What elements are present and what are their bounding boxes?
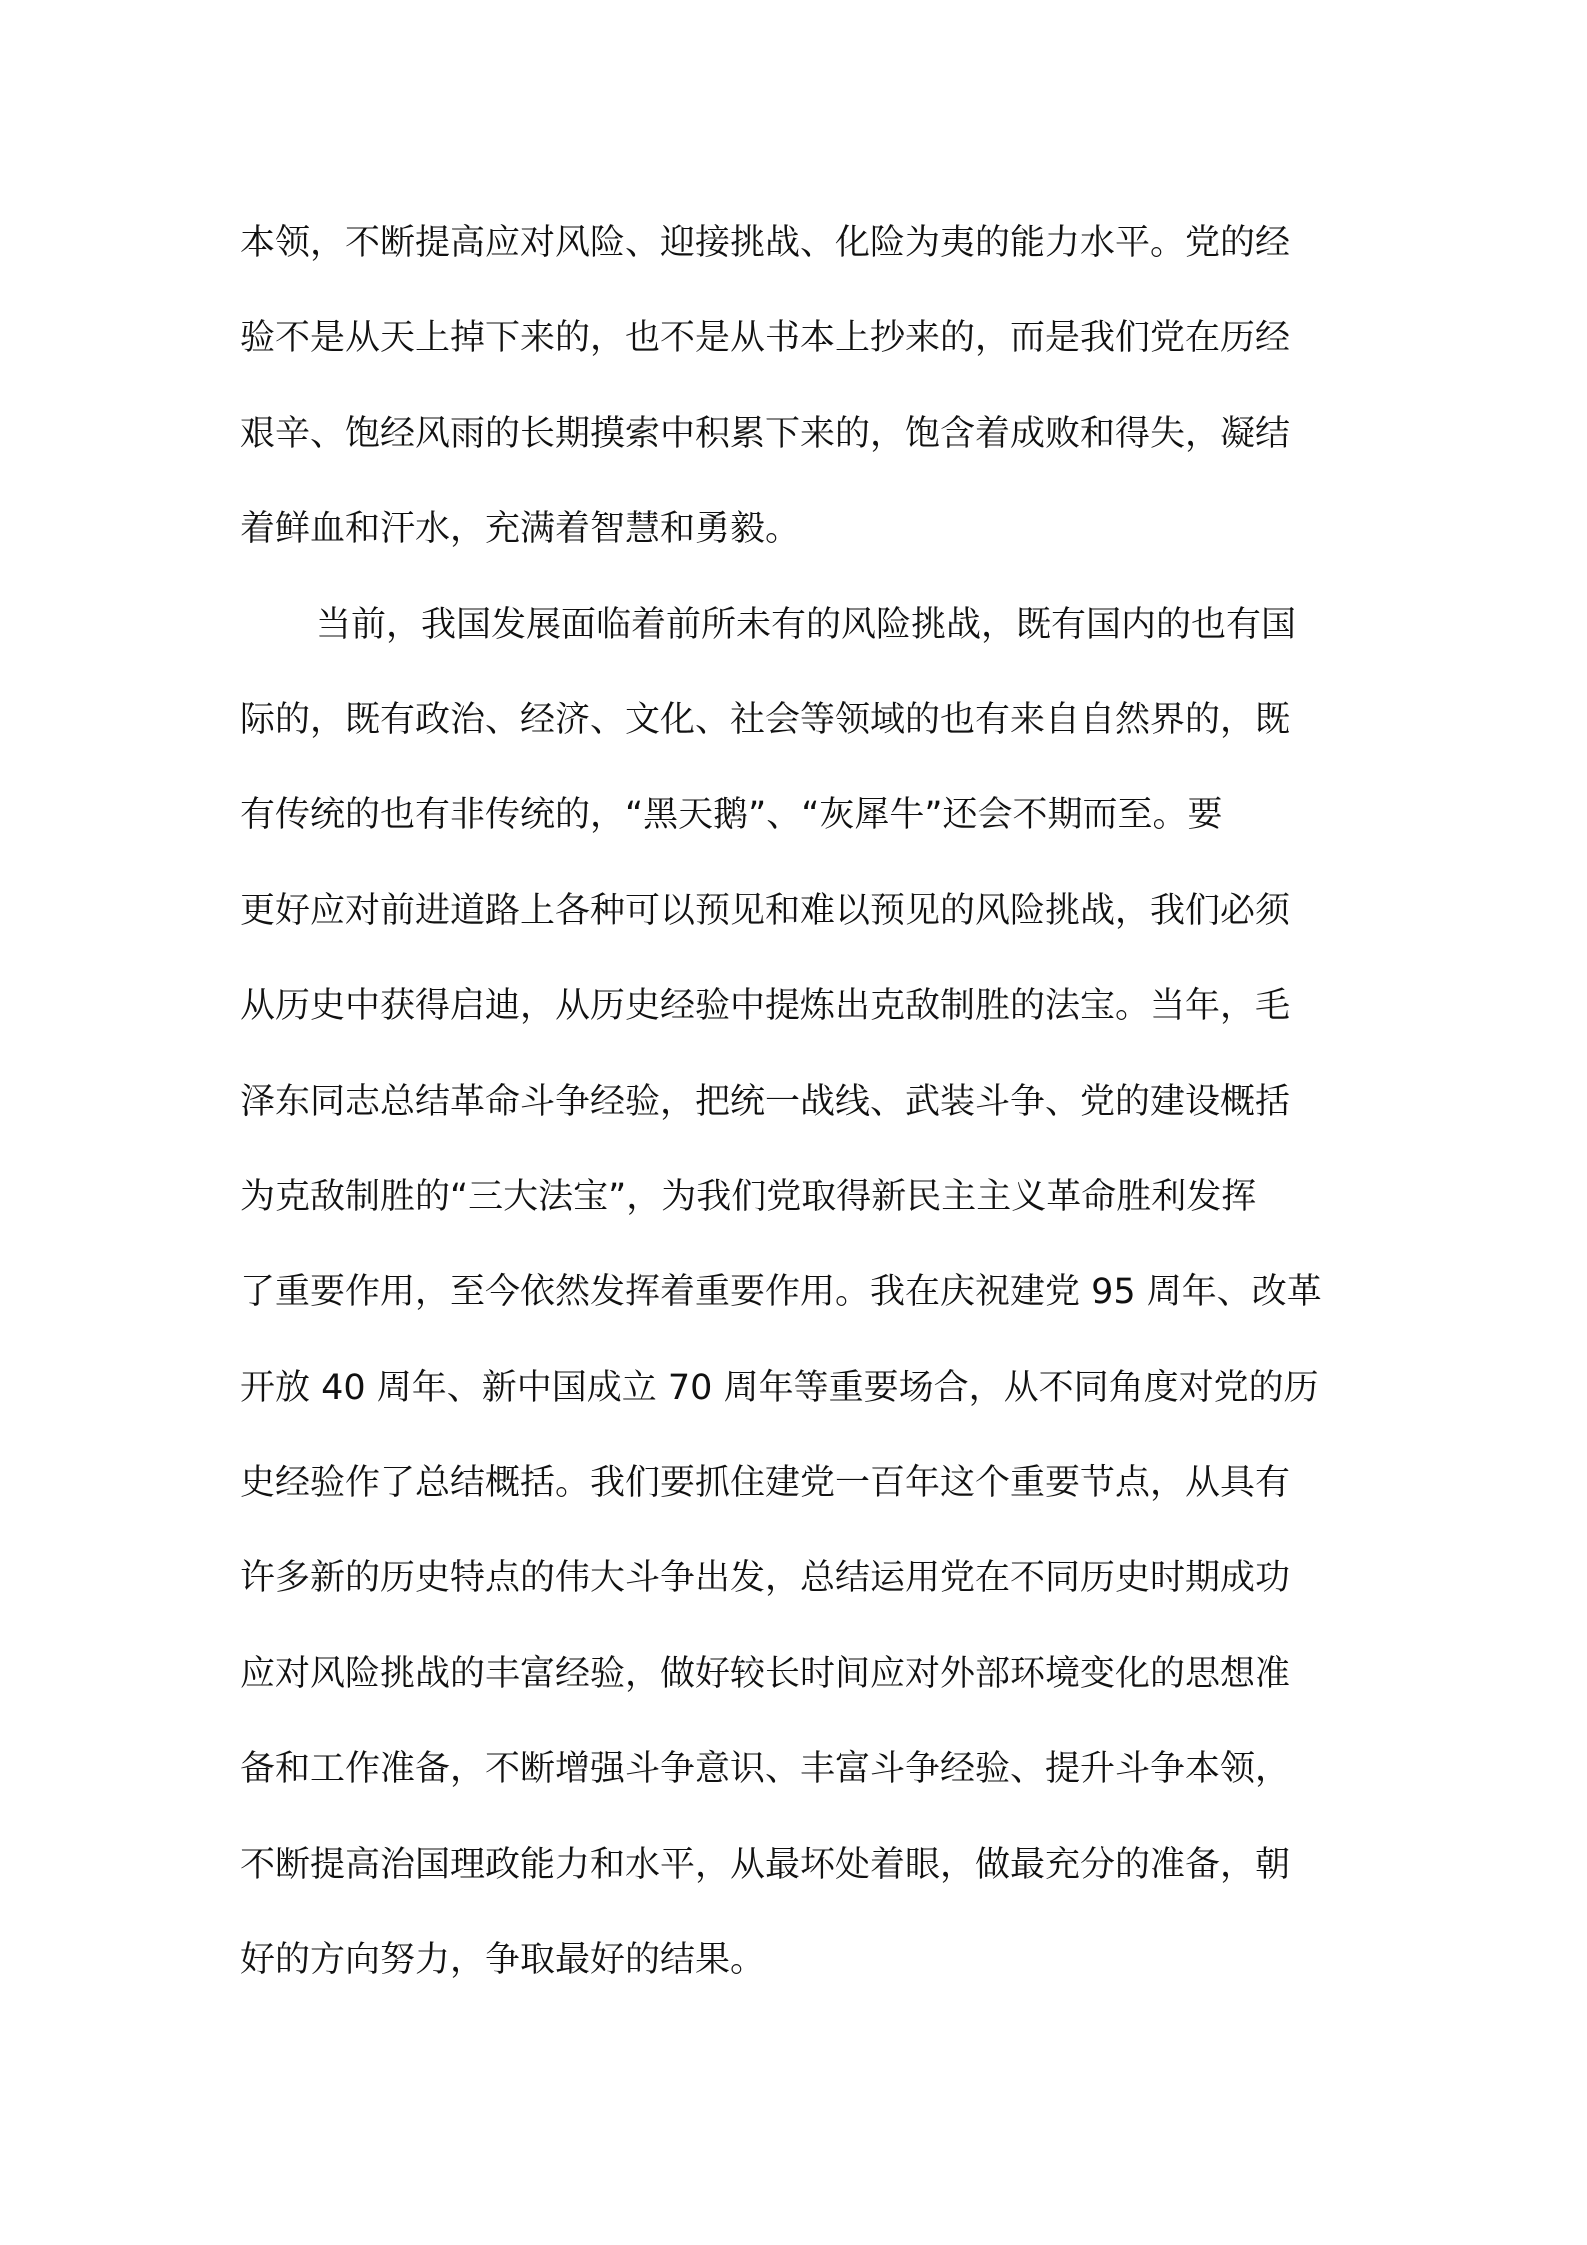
text-line: 更好应对前进道路上各种可以预见和难以预见的风险挑战，我们必须 [240, 890, 1291, 931]
text-line: 从历史中获得启迪，从历史经验中提炼出克敌制胜的法宝。当年，毛 [240, 986, 1291, 1027]
text-line: 为克敌制胜的“三大法宝”，为我们党取得新民主主义革命胜利发挥 [240, 1176, 1257, 1217]
text-line: 泽东同志总结革命斗争经验，把统一战线、武装斗争、党的建设概括 [240, 1081, 1291, 1122]
text-line: 许多新的历史特点的伟大斗争出发，总结运用党在不同历史时期成功 [240, 1558, 1291, 1599]
text-line: 史经验作了总结概括。我们要抓住建党一百年这个重要节点，从具有 [240, 1463, 1291, 1504]
text-line: 际的，既有政治、经济、文化、社会等领域的也有来自自然界的，既 [240, 699, 1291, 740]
paragraph-1 [240, 196, 1360, 578]
text-line: 应对风险挑战的丰富经验，做好较长时间应对外部环境变化的思想准 [240, 1653, 1291, 1694]
paragraph-2 [240, 578, 1360, 2009]
text-line: 着鲜血和汗水，充满着智慧和勇毅。 [240, 509, 801, 550]
text-line: 艰辛、饱经风雨的长期摸索中积累下来的，饱含着成败和得失，凝结 [240, 413, 1291, 454]
text-line: 开放 40 周年、新中国成立 70 周年等重要场合，从不同角度对党的历 [240, 1367, 1319, 1408]
text-line: 验不是从天上掉下来的，也不是从书本上抄来的，而是我们党在历经 [240, 318, 1291, 359]
text-line: 不断提高治国理政能力和水平，从最坏处着眼，做最充分的准备，朝 [240, 1844, 1291, 1885]
text-line: 备和工作准备，不断增强斗争意识、丰富斗争经验、提升斗争本领， [240, 1749, 1291, 1790]
text-line: 有传统的也有非传统的，“黑天鹅”、“灰犀牛”还会不期而至。要 [240, 795, 1223, 836]
text-line: 了重要作用，至今依然发挥着重要作用。我在庆祝建党 95 周年、改革 [240, 1272, 1322, 1313]
text-line: 本领，不断提高应对风险、迎接挑战、化险为夷的能力水平。党的经 [240, 223, 1291, 263]
body-text [240, 196, 1360, 2008]
text-line-indented: 当前，我国发展面临着前所未有的风险挑战，既有国内的也有国 [316, 604, 1297, 645]
text-line: 好的方向努力，争取最好的结果。 [240, 1940, 766, 1981]
